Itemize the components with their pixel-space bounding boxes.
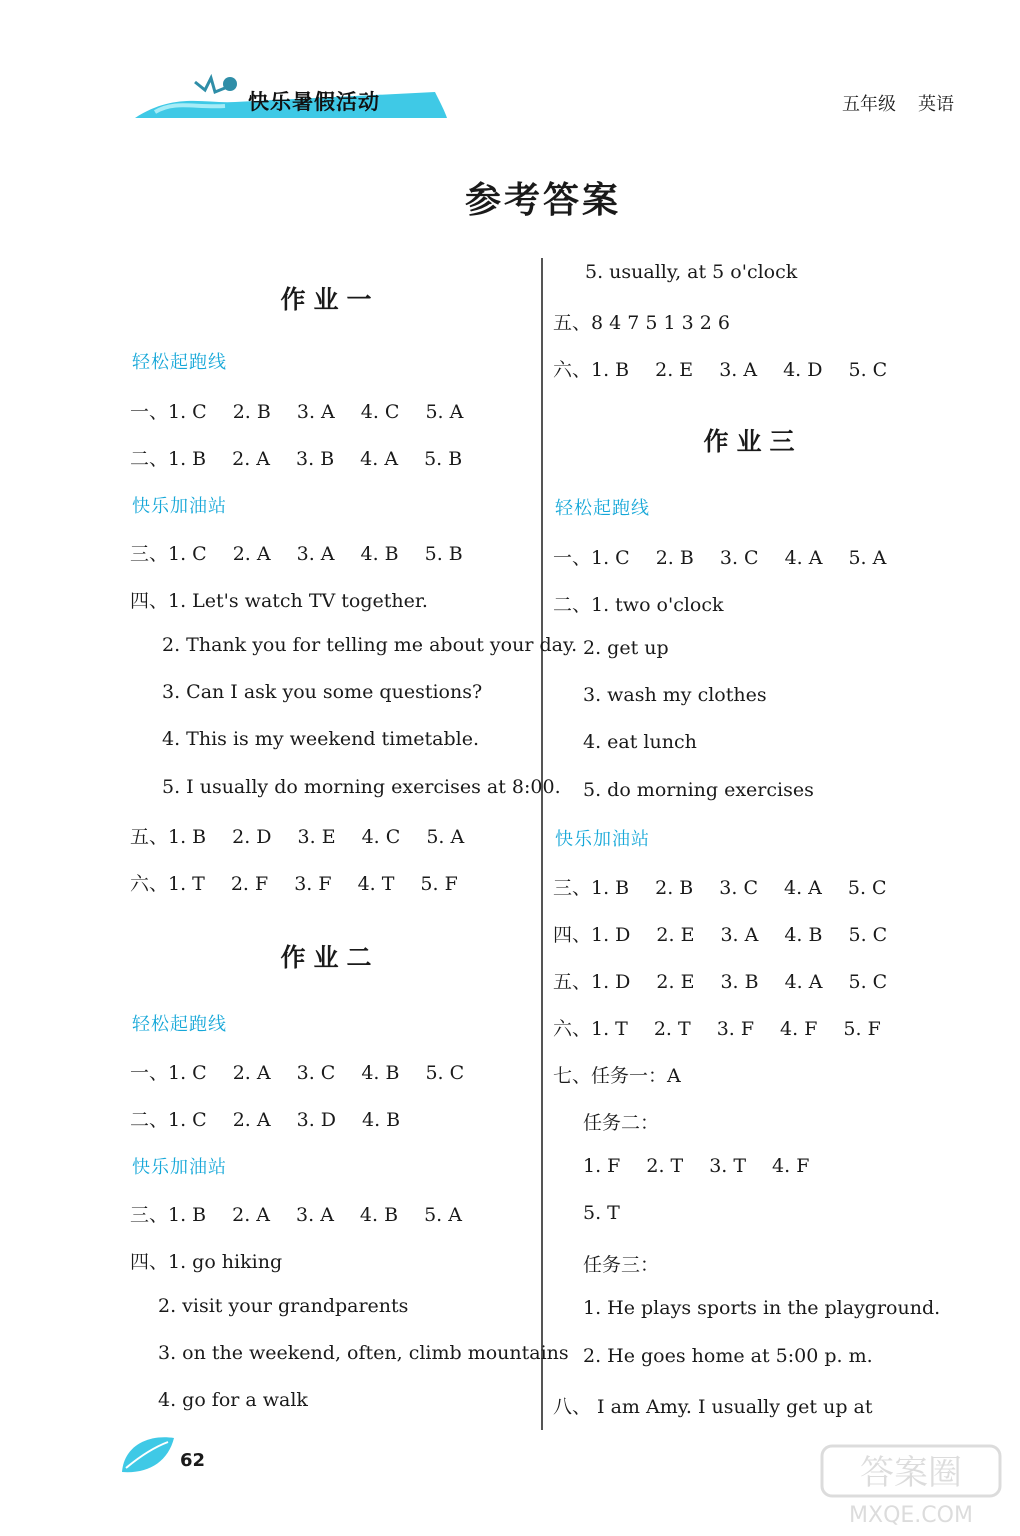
answer-item: 4. B <box>359 1204 399 1226</box>
answer-item: 5. F <box>420 873 458 895</box>
answer-item: 2. T <box>653 1018 691 1040</box>
answer-line: 七、任务一：A <box>553 1065 681 1087</box>
answer-item: 4. A <box>784 971 823 993</box>
answer-row <box>553 967 913 994</box>
homework-heading: 作业一 <box>280 285 380 314</box>
page-leaf-icon <box>118 1432 178 1476</box>
section-heading: 快乐加油站 <box>132 496 227 517</box>
subject-label: 英语 <box>918 94 954 115</box>
answer-item: 一、1. C <box>130 1062 207 1084</box>
answer-item: 5. A <box>848 547 887 569</box>
answer-item: 3. C <box>719 547 759 569</box>
answer-item: 5. C <box>847 877 887 899</box>
answer-line: 4. go for a walk <box>158 1389 308 1411</box>
answer-item: 3. B <box>296 448 335 470</box>
answer-line: 4. eat lunch <box>583 731 697 753</box>
answer-item: 4. B <box>361 1062 400 1084</box>
answer-item: 4. C <box>360 401 400 423</box>
answer-item: 3. A <box>296 543 335 565</box>
answer-item: 四、1. D <box>553 924 631 946</box>
answer-item: 2. E <box>656 924 695 946</box>
answer-item: 2. E <box>655 359 694 381</box>
answer-item: 5. C <box>848 971 888 993</box>
answer-item: 4. A <box>360 448 399 470</box>
answer-item: 2. E <box>656 971 695 993</box>
answer-item: 五、1. D <box>553 971 631 993</box>
section-heading: 快乐加油站 <box>555 829 650 850</box>
answer-item: 2. A <box>232 1109 271 1131</box>
answer-item: 六、1. B <box>553 359 630 381</box>
answer-item: 三、1. B <box>553 877 630 899</box>
answer-item: 4. B <box>784 924 823 946</box>
answer-item: 4. F <box>772 1155 810 1177</box>
answer-row <box>130 822 490 849</box>
answer-line: 五、8 4 7 5 1 3 2 6 <box>553 312 730 334</box>
answer-row <box>130 869 484 896</box>
homework-heading: 作业二 <box>280 943 380 972</box>
answer-line: 3. Can I ask you some questions? <box>162 681 483 703</box>
answer-item: 3. A <box>296 401 335 423</box>
answer-item: 2. B <box>232 401 271 423</box>
answer-line: 3. wash my clothes <box>583 684 767 706</box>
answer-item: 5. C <box>848 359 888 381</box>
answer-item: 3. A <box>296 1204 334 1226</box>
section-heading: 轻松起跑线 <box>132 352 227 373</box>
column-divider <box>541 258 543 1430</box>
grade-subject <box>842 90 954 116</box>
answer-item: 2. D <box>232 826 272 848</box>
answer-item: 3. B <box>720 971 759 993</box>
answer-item: 一、1. C <box>553 547 630 569</box>
answer-item: 4. F <box>780 1018 818 1040</box>
answer-item: 3. A <box>720 924 759 946</box>
answer-item: 2. A <box>232 1062 271 1084</box>
section-heading: 快乐加油站 <box>132 1157 227 1178</box>
answer-item: 2. A <box>232 448 271 470</box>
answer-row <box>130 397 489 424</box>
answer-row <box>130 444 488 471</box>
section-heading: 轻松起跑线 <box>132 1014 227 1035</box>
answer-line: 4. This is my weekend timetable. <box>162 728 480 750</box>
answer-item: 4. C <box>361 826 401 848</box>
answer-item: 5. B <box>424 448 463 470</box>
answer-line: 5. T <box>583 1202 620 1224</box>
answer-item: 4. B <box>362 1109 401 1131</box>
answer-item: 5. B <box>424 543 463 565</box>
answer-row <box>553 920 913 947</box>
page-number: 62 <box>180 1450 206 1471</box>
answer-item: 5. F <box>843 1018 881 1040</box>
answer-item: 4. T <box>357 873 395 895</box>
banner-title: 快乐暑假活动 <box>248 90 380 114</box>
section-heading: 轻松起跑线 <box>555 498 650 519</box>
answer-line: 2. visit your grandparents <box>158 1295 409 1317</box>
answer-line: 四、1. Let's watch TV together. <box>130 590 428 612</box>
answer-row <box>553 873 913 900</box>
answer-line: 八、 I am Amy. I usually get up at <box>553 1396 873 1418</box>
answer-line: 任务二： <box>583 1112 660 1134</box>
answer-item: 3. C <box>719 877 758 899</box>
answer-item: 4. D <box>783 359 823 381</box>
answer-item: 五、1. B <box>130 826 207 848</box>
answer-item: 4. B <box>360 543 399 565</box>
answer-item: 二、1. B <box>130 448 207 470</box>
answer-item: 5. A <box>424 1204 462 1226</box>
answer-line: 3. on the weekend, often, climb mountains <box>158 1342 569 1364</box>
answer-item: 4. A <box>784 547 823 569</box>
answer-line: 5. do morning exercises <box>583 779 814 801</box>
answer-item: 二、1. C <box>130 1109 207 1131</box>
answer-item: 2. B <box>655 877 694 899</box>
answer-item: 六、1. T <box>553 1018 628 1040</box>
answer-item: 5. C <box>425 1062 465 1084</box>
answer-line: 任务三： <box>583 1254 660 1276</box>
answer-item: 4. A <box>784 877 822 899</box>
answer-row <box>553 355 913 382</box>
answer-item: 一、1. C <box>130 401 207 423</box>
answer-item: 5. A <box>425 401 464 423</box>
answer-row <box>583 1155 835 1177</box>
answer-line: 2. get up <box>583 637 669 659</box>
answer-line: 二、1. two o'clock <box>553 594 724 616</box>
answer-line: 2. Thank you for telling me about your day. <box>162 634 578 656</box>
answer-row <box>553 1014 907 1041</box>
answer-item: 六、1. T <box>130 873 205 895</box>
answer-item: 5. C <box>848 924 888 946</box>
answer-item: 三、1. C <box>130 543 207 565</box>
answer-item: 三、1. B <box>130 1204 207 1226</box>
answer-line: 2. He goes home at 5:00 p. m. <box>583 1345 873 1367</box>
svg-text:MXQE.COM: MXQE.COM <box>849 1503 973 1528</box>
grade-label: 五年级 <box>842 94 896 115</box>
watermark-logo <box>816 1440 1006 1530</box>
answer-row <box>130 539 489 566</box>
answer-item: 2. B <box>655 547 694 569</box>
answer-row <box>130 1058 490 1085</box>
answer-line: 1. He plays sports in the playground. <box>583 1297 941 1319</box>
answer-item: 2. F <box>230 873 269 895</box>
homework-heading: 作业三 <box>703 427 803 456</box>
answer-item: 3. C <box>296 1062 336 1084</box>
answer-item: 2. A <box>232 1204 271 1226</box>
answer-item: 3. F <box>294 873 332 895</box>
answer-item: 5. A <box>426 826 465 848</box>
answer-row <box>130 1200 488 1227</box>
answer-item: 3. D <box>296 1109 337 1131</box>
answer-line: 5. I usually do morning exercises at 8:00. <box>162 776 561 798</box>
answer-item: 2. A <box>232 543 271 565</box>
answer-item: 3. A <box>719 359 758 381</box>
answer-line: 5. usually, at 5 o'clock <box>585 261 798 283</box>
answer-row <box>553 543 912 570</box>
answer-item: 2. T <box>646 1155 684 1177</box>
svg-text:答案圈: 答案圈 <box>860 1453 962 1493</box>
answer-item: 3. F <box>716 1018 755 1040</box>
page-title: 参考答案 <box>464 179 621 221</box>
answer-line: 四、1. go hiking <box>130 1251 283 1273</box>
answer-item: 1. F <box>583 1155 621 1177</box>
answer-row <box>130 1105 426 1132</box>
answer-item: 3. E <box>297 826 336 848</box>
answer-item: 3. T <box>709 1155 747 1177</box>
